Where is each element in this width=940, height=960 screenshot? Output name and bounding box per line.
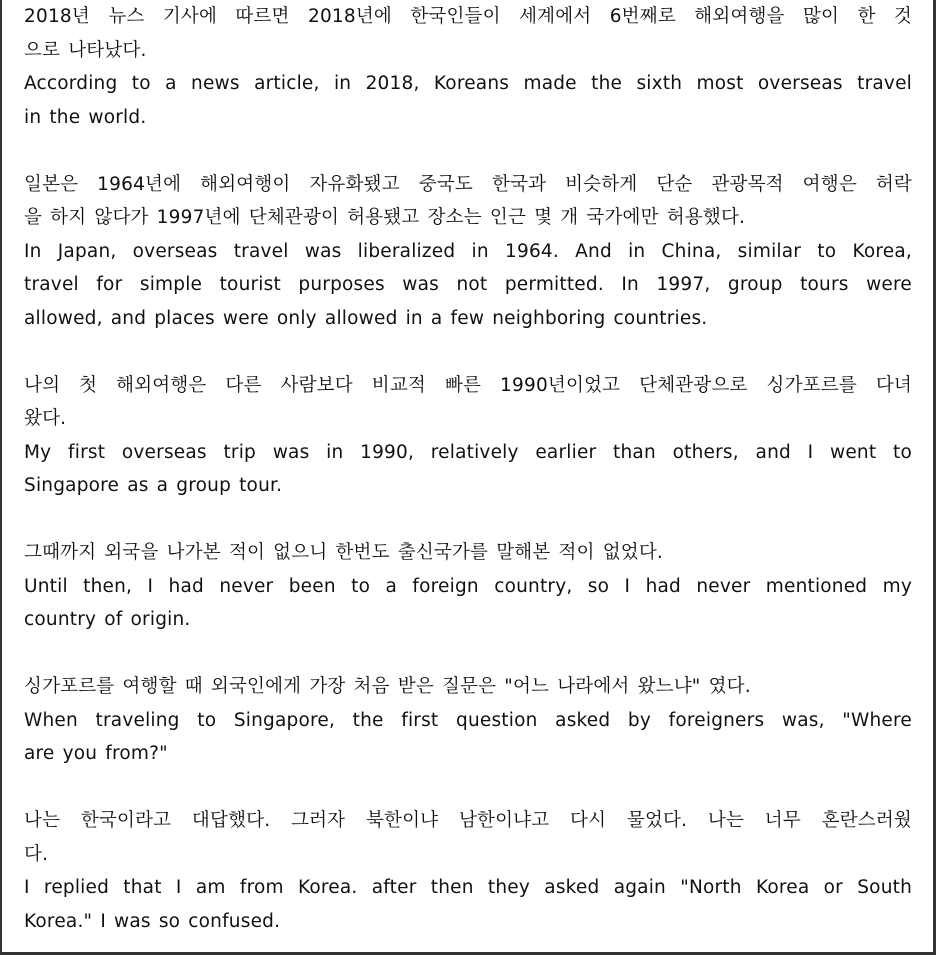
english-line: I replied that I am from Korea. after then they asked again "North Korea or South [24,877,912,898]
english-line: in the world. [24,106,147,128]
korean-line: 을 하지 않다가 1997년에 단체관광이 허용됐고 장소는 인근 몇 개 국가에만 허용했다. [24,207,746,228]
english-line: Until then, I had never been to a foreign country, so I had never mentioned my [24,575,912,597]
paragraph-1 [24,0,912,134]
document-body [24,0,912,938]
english-line: In Japan, overseas travel was liberalized in 1964. And in China, similar to Korea, [24,240,912,262]
korean-line: 나의 첫 해외여행은 다른 사람보다 비교적 빠른 1990년이었고 단체관광으로 싱가포르를 다녀 [24,374,912,396]
korean-line: 나는 한국이라고 대답했다. 그러자 북한이냐 남한이냐고 다시 물었다. 나는 너무 혼란스러웠 [24,810,912,831]
paragraph-2 [24,168,912,336]
paragraph-3 [24,369,912,503]
english-line: are you from?" [24,743,168,764]
english-line: My first overseas trip was in 1990, relatively earlier than others, and I went to [24,441,912,463]
paragraph-6 [24,804,912,938]
korean-line: 으로 나타났다. [24,39,147,61]
english-line: travel for simple tourist purposes was not permitted. In 1997, group tours were [24,274,912,295]
paragraph-5 [24,670,912,771]
korean-line: 왔다. [24,408,67,429]
korean-line: 2018년 뉴스 기사에 따르면 2018년에 한국인들이 세계에서 6번째로 해외여행을 많이 한 것 [24,6,912,27]
korean-line: 그때까지 외국을 나가본 적이 없으니 한번도 출신국가를 말해본 적이 없었다. [24,542,664,563]
paragraph-4 [24,536,912,637]
english-line: country of origin. [24,609,191,630]
korean-line: 싱가포르를 여행할 때 외국인에게 가장 처음 받은 질문은 "어느 나라에서 왔느냐" 였다. [24,676,751,697]
korean-line: 다. [24,843,49,865]
english-line: Singapore as a group tour. [24,475,283,496]
korean-line: 일본은 1964년에 해외여행이 자유화됐고 중국도 한국과 비슷하게 단순 관광목적 여행은 허락 [24,173,912,195]
english-line: Korea." I was so confused. [24,910,281,932]
english-line: When traveling to Singapore, the first question asked by foreigners was, "Where [24,709,912,731]
english-line: According to a news article, in 2018, Koreans made the sixth most overseas travel [24,73,912,94]
english-line: allowed, and places were only allowed in a few neighboring countries. [24,307,708,329]
